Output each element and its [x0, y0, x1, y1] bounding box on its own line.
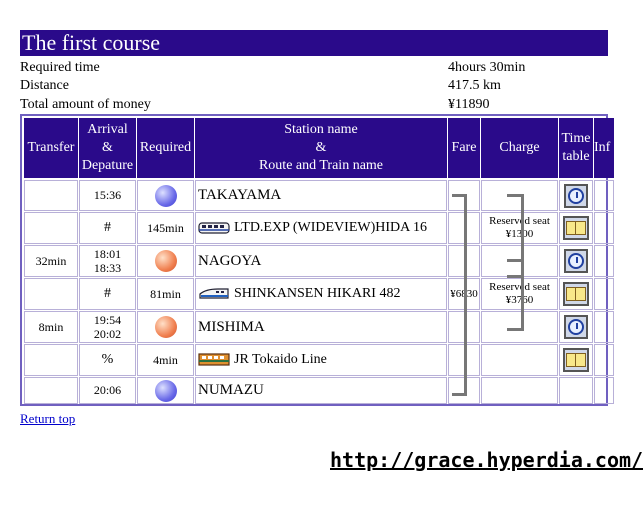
row4-departure: 20:02: [93, 327, 122, 341]
row6-charge: [481, 377, 558, 404]
row3-transfer: [24, 278, 78, 310]
header-arrival-departure: [79, 118, 136, 178]
row2-departure: 18:33: [93, 261, 122, 275]
required-time-value: 4hours 30min: [448, 60, 526, 75]
timetable-book-icon[interactable]: [563, 216, 589, 240]
row1-time: #: [79, 212, 136, 244]
course-title: The first course: [20, 30, 608, 56]
row5-charge: [481, 344, 558, 376]
shinkansen-train-icon: [198, 286, 230, 302]
distance-label: Distance: [20, 78, 69, 93]
row3-charge-type: Reserved seat: [489, 281, 550, 293]
header-required: Required: [137, 118, 194, 178]
station-dot-icon: [155, 380, 177, 402]
header-arrival-line2: &: [102, 140, 113, 155]
header-timetable-line2: table: [562, 149, 590, 164]
header-timetable-line1: Time: [561, 131, 591, 146]
row0-info: [594, 180, 614, 211]
route-hida16-label: LTD.EXP (WIDEVIEW)HIDA 16: [234, 220, 427, 235]
timetable-book-icon[interactable]: [563, 282, 589, 306]
money-label: Total amount of money: [20, 97, 151, 112]
row6-required: [137, 377, 194, 404]
row2-timetable: [559, 245, 593, 277]
timetable-book-icon[interactable]: [563, 348, 589, 372]
row4-timetable: [559, 311, 593, 343]
route-jr-tokaido-label: JR Tokaido Line: [234, 352, 327, 367]
row1-required: 145min: [137, 212, 194, 244]
clock-icon[interactable]: [564, 184, 588, 208]
row5-time: %: [79, 344, 136, 376]
header-station-line3: Route and Train name: [258, 158, 384, 173]
station-mishima[interactable]: MISHIMA: [195, 311, 447, 343]
fare-bracket: [452, 194, 467, 396]
station-dot-icon: [155, 316, 177, 338]
row5-info: [594, 344, 614, 376]
row3-charge-amount: ¥3760: [505, 294, 534, 306]
row3-time: #: [79, 278, 136, 310]
summary-distance: [20, 77, 608, 95]
header-arrival-line1: Arrival: [87, 122, 128, 137]
row1-timetable: [559, 212, 593, 244]
local-train-icon: [198, 352, 230, 368]
row3-info: [594, 278, 614, 310]
row2-arrival: 18:01: [93, 247, 122, 261]
header-arrival-line3: Depature: [81, 158, 134, 173]
header-info: Inf: [594, 118, 614, 178]
row4-time: [79, 311, 136, 343]
station-nagoya[interactable]: NAGOYA: [195, 245, 447, 277]
row3-required: 81min: [137, 278, 194, 310]
header-station-route: [195, 118, 447, 178]
row2-info: [594, 245, 614, 277]
site-url-watermark: http://grace.hyperdia.com/: [330, 448, 643, 472]
header-station-line2: &: [315, 140, 327, 155]
money-value: ¥11890: [448, 97, 490, 112]
route-hikari482[interactable]: [195, 278, 447, 310]
row3-timetable: [559, 278, 593, 310]
row2-time: [79, 245, 136, 277]
header-timetable: [559, 118, 593, 178]
summary-total-money: [20, 96, 608, 114]
clock-icon[interactable]: [564, 315, 588, 339]
distance-value: 417.5 km: [448, 78, 501, 93]
row6-time: 20:06: [79, 377, 136, 404]
summary-required-time: [20, 59, 608, 77]
route-hida16[interactable]: [195, 212, 447, 244]
row2-transfer: 32min: [24, 245, 78, 277]
row3-fare: ¥6830: [448, 278, 480, 310]
row1-transfer: [24, 212, 78, 244]
row6-transfer: [24, 377, 78, 404]
row1-charge-type: Reserved seat: [489, 215, 550, 227]
row5-timetable: [559, 344, 593, 376]
header-charge: Charge: [481, 118, 558, 178]
row0-time: 15:36: [79, 180, 136, 211]
route-jr-tokaido[interactable]: [195, 344, 447, 376]
station-takayama[interactable]: TAKAYAMA: [195, 180, 447, 211]
row4-required: [137, 311, 194, 343]
row0-required: [137, 180, 194, 211]
row4-info: [594, 311, 614, 343]
row5-required: 4min: [137, 344, 194, 376]
charge-bracket-hikari: [507, 259, 524, 331]
required-time-label: Required time: [20, 60, 100, 75]
row0-timetable: [559, 180, 593, 211]
station-numazu[interactable]: NUMAZU: [195, 377, 447, 404]
station-dot-icon: [155, 185, 177, 207]
row6-timetable: [559, 377, 593, 404]
clock-icon[interactable]: [564, 249, 588, 273]
row1-charge-amount: ¥1300: [505, 228, 534, 240]
header-fare: Fare: [448, 118, 480, 178]
row4-transfer: 8min: [24, 311, 78, 343]
row6-info: [594, 377, 614, 404]
row5-transfer: [24, 344, 78, 376]
header-station-line1: Station name: [284, 122, 358, 137]
station-dot-icon: [155, 250, 177, 272]
row1-info: [594, 212, 614, 244]
row4-arrival: 19:54: [93, 313, 122, 327]
route-hikari482-label: SHINKANSEN HIKARI 482: [234, 286, 401, 301]
header-transfer: Transfer: [24, 118, 78, 178]
return-top-link[interactable]: Return top: [20, 411, 76, 426]
row0-transfer: [24, 180, 78, 211]
route-table: [20, 114, 611, 406]
row2-required: [137, 245, 194, 277]
limited-express-train-icon: [198, 220, 230, 236]
